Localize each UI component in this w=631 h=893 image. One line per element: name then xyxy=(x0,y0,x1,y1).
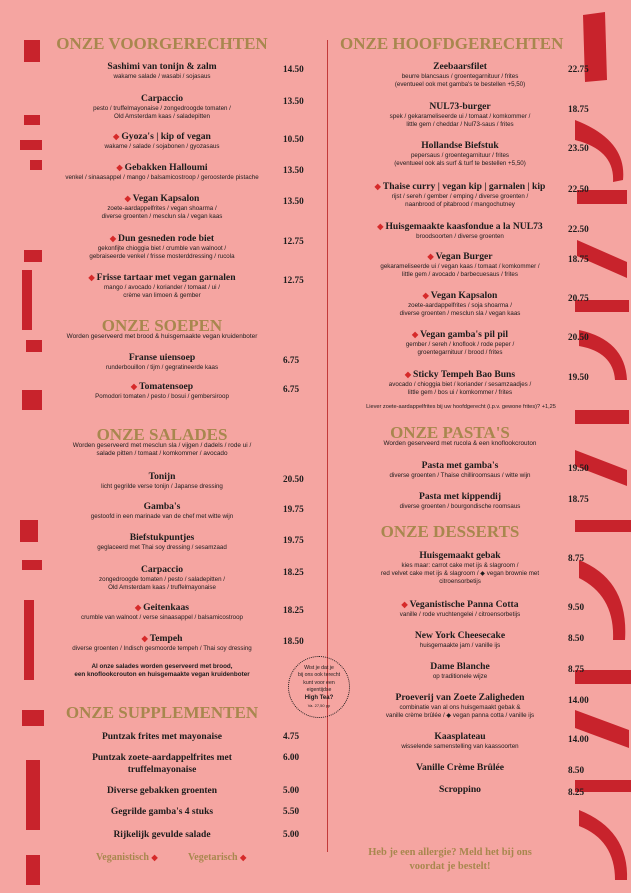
menu-item-description: zoete-aardappelfrites / vegan shoarma / diverse groenten / mesclun sla / vegan kaas xyxy=(101,205,223,220)
menu-item-price: 8.50 xyxy=(568,765,585,775)
supplement-price: 6.00 xyxy=(283,752,300,762)
menu-item-title: Zeebaarsfilet xyxy=(433,61,487,72)
menu-item-name xyxy=(350,491,570,503)
menu-item-title: Dun gesneden rode biet xyxy=(118,233,215,244)
menu-item-price: 6.75 xyxy=(283,384,300,394)
menu-item-title: Veganistische Panna Cotta xyxy=(409,599,519,610)
menu-item-title: Hollandse Biefstuk xyxy=(421,140,499,151)
diamond-icon: ◆ xyxy=(130,382,140,391)
diamond-icon: ◆ xyxy=(135,603,144,612)
menu-item-name xyxy=(350,599,570,611)
menu-item-name xyxy=(52,93,272,105)
menu-item-price: 18.25 xyxy=(283,605,304,615)
soepen-subtitle: Worden geserveerd met brood & huisgemaakte vegan kruidenboter xyxy=(66,333,258,340)
menu-item-title: Dame Blanche xyxy=(430,661,490,672)
menu-item-title: Vegan gamba's pil pil xyxy=(420,329,509,340)
menu-item-name xyxy=(350,731,570,743)
menu-item xyxy=(52,233,272,261)
menu-item-price: 8.75 xyxy=(568,664,585,674)
menu-item-price: 8.50 xyxy=(568,633,585,643)
menu-item-price: 23.50 xyxy=(568,143,589,153)
supplement-price: 5.50 xyxy=(283,806,300,816)
menu-item-title: Carpaccio xyxy=(140,564,184,575)
menu-item-name xyxy=(52,131,272,143)
menu-item-price: 8.75 xyxy=(568,553,585,563)
menu-item-title: Gyoza's | kip of vegan xyxy=(121,131,211,142)
menu-item-description: mango / avocado / koriander / tomaat / ui / crème van limoen & gember xyxy=(104,284,220,299)
menu-item-title: Tomatensoep xyxy=(139,381,194,392)
menu-item-description: crumble van walnoot / verse sinaasappel / balsamicostroop xyxy=(81,614,243,621)
menu-item-description: licht gegrilde verse tonijn / Japanse dressing xyxy=(101,483,223,490)
menu-item xyxy=(52,602,272,622)
menu-item xyxy=(52,131,272,151)
menu-item xyxy=(350,61,570,89)
menu-item xyxy=(350,784,570,796)
menu-item-description: op traditionele wijze xyxy=(432,673,488,680)
menu-item-name xyxy=(350,290,570,302)
diamond-icon: ◆ xyxy=(377,222,386,231)
menu-item-name xyxy=(350,661,570,673)
menu-item-name xyxy=(52,193,272,205)
menu-item-description: zongedroogde tomaten / pesto / saladepitten / Old Amsterdam kaas / truffelmayonaise xyxy=(99,576,225,591)
menu-item-description: gekonfijte chioggia biet / crumble van walnoot / gebraiseerde venkel / frisse mosterddressing / rucola xyxy=(89,245,235,260)
menu-item-name xyxy=(52,471,272,483)
menu-item-name xyxy=(52,501,272,513)
menu-item-name xyxy=(350,784,570,796)
menu-item-name xyxy=(52,381,272,393)
menu-item xyxy=(350,460,570,480)
pastas-title: ONZE PASTA'S xyxy=(390,423,510,442)
menu-item-price: 13.50 xyxy=(283,165,304,175)
menu-item-price: 14.50 xyxy=(283,64,304,74)
menu-item-name xyxy=(350,369,570,381)
menu-item-price: 20.50 xyxy=(568,332,589,342)
menu-item xyxy=(52,93,272,121)
menu-item-title: Geitenkaas xyxy=(143,602,189,613)
menu-item xyxy=(350,550,570,585)
menu-item-description: gestoofd in een marinade van de chef met witte wijn xyxy=(90,513,234,520)
menu-item-title: Pasta met kippendij xyxy=(418,491,502,502)
menu-item-price: 22.50 xyxy=(568,184,589,194)
menu-item-description: huisgemaakte jam / vanille ijs xyxy=(419,642,501,649)
soepen-title: ONZE SOEPEN xyxy=(101,316,223,335)
menu-item xyxy=(350,329,570,357)
menu-item-name xyxy=(350,101,570,113)
menu-item-title: Kaasplateau xyxy=(434,731,486,742)
menu-item-name xyxy=(52,633,272,645)
menu-item-name xyxy=(52,564,272,576)
menu-item xyxy=(52,272,272,300)
menu-item-description: geglaceerd met Thai soy dressing / sesamzaad xyxy=(97,544,227,551)
menu-item xyxy=(52,193,272,221)
menu-item xyxy=(52,381,272,401)
menu-item-description: wakame / salade / sojabonen / gyozasaus xyxy=(104,143,220,150)
menu-item xyxy=(52,162,272,182)
legend-veganistisch xyxy=(96,852,158,863)
menu-item-name xyxy=(350,550,570,562)
menu-item-title: Huisgemaakt gebak xyxy=(419,550,501,561)
supplement-name: Diverse gebakken groenten xyxy=(106,786,218,796)
menu-item-name xyxy=(350,329,570,341)
diamond-icon: ◆ xyxy=(374,182,383,191)
menu-item-name xyxy=(52,233,272,245)
menu-item-title: Huisgemaakte kaasfondue a la NUL73 xyxy=(385,221,543,232)
menu-item xyxy=(350,630,570,650)
legend-veganistisch-label: Veganistisch xyxy=(96,852,149,863)
diamond-icon: ◆ xyxy=(124,194,133,203)
menu-item-title: Carpaccio xyxy=(140,93,184,104)
menu-item-price: 8.25 xyxy=(568,787,585,797)
bubble-line-3: kunt voor een xyxy=(303,679,335,686)
menu-item xyxy=(52,61,272,81)
menu-item-name xyxy=(350,181,570,193)
menu-item xyxy=(52,532,272,552)
menu-item-name xyxy=(350,251,570,263)
column-divider xyxy=(327,40,328,852)
menu-item xyxy=(52,633,272,653)
menu-item xyxy=(350,251,570,279)
menu-item xyxy=(350,661,570,681)
menu-item-description: zoete-aardappelfrites / soja shoarma / diverse groenten / mesclun sla / vegan kaas xyxy=(399,302,521,317)
menu-item-title: Vanille Crème Brûlée xyxy=(415,762,505,773)
diamond-icon: ◆ xyxy=(427,252,436,261)
menu-item-description: vanille / rode vruchtengelei / citroensorbetijs xyxy=(399,611,521,618)
menu-item-price: 18.50 xyxy=(283,636,304,646)
decorative-left-stripe xyxy=(0,0,46,893)
menu-item-price: 18.75 xyxy=(568,254,589,264)
menu-item-title: Tonijn xyxy=(148,471,176,482)
menu-item-description: diverse groenten / bourgondische roomsaus xyxy=(399,503,521,510)
menu-item-description: pepersaus / groentegarnituur / frites (eventueel ook als surf & turf te bestellen +5,50) xyxy=(394,152,526,167)
menu-item-description: kies maar: carrot cake met ijs & slagroom / red velvet cake met ijs & slagroom / ◆ vegan brownie met citroensorbetijs xyxy=(380,562,540,585)
allergy-notice: Heb je een allergie? Meld het bij ons voordat je bestelt! xyxy=(368,847,532,872)
menu-item-name xyxy=(52,272,272,284)
supplementen-title: ONZE SUPPLEMENTEN xyxy=(65,703,259,722)
diamond-icon: ◆ xyxy=(411,330,421,339)
diamond-icon: ◆ xyxy=(404,370,414,379)
menu-item-description: spek / gekarameliseerde ui / tomaat / komkommer / little gem / cheddar / Nul73-saus / frites xyxy=(389,113,531,128)
menu-item-title: Sticky Tempeh Bao Buns xyxy=(413,369,516,380)
menu-item xyxy=(350,101,570,129)
diamond-icon: ◆ xyxy=(240,853,247,862)
menu-item-title: Gamba's xyxy=(143,501,181,512)
menu-item-price: 18.75 xyxy=(568,104,589,114)
diamond-icon: ◆ xyxy=(151,853,158,862)
diamond-icon: ◆ xyxy=(401,600,410,609)
menu-item-price: 22.50 xyxy=(568,224,589,234)
salades-title: ONZE SALADES xyxy=(96,425,228,444)
menu-item-description: Pomodori tomaten / pesto / bosui / gembersiroop xyxy=(95,393,229,400)
menu-item xyxy=(52,564,272,592)
menu-item-name xyxy=(350,61,570,73)
menu-item-price: 19.75 xyxy=(283,535,304,545)
menu-item-description: diverse groenten / Indisch gesmoorde tempeh / Thai soy dressing xyxy=(72,645,252,652)
bubble-highlight: High Tea? xyxy=(304,694,334,701)
menu-item-title: Sashimi van tonijn & zalm xyxy=(107,61,217,72)
bubble-line-1: Wist je dat je xyxy=(304,665,334,671)
menu-item-price: 22.75 xyxy=(568,64,589,74)
menu-item xyxy=(350,731,570,751)
menu-item-price: 14.00 xyxy=(568,734,589,744)
menu-item-name xyxy=(350,140,570,152)
menu-item-description: avocado / chioggia biet / koriander / sesamzaadjes / little gem / bos ui / komkommer / frites xyxy=(388,381,532,396)
diamond-icon: ◆ xyxy=(116,163,125,172)
diamond-icon: ◆ xyxy=(141,634,150,643)
menu-item-title: Vegan Kapsalon xyxy=(132,193,200,204)
menu-item-description: gember / sereh / knoflook / rode peper / groentegarnituur / brood / frites xyxy=(405,341,515,356)
menu-item-price: 9.50 xyxy=(568,602,585,612)
supplement-name: Gegrilde gamba's 4 stuks xyxy=(110,807,214,817)
hoofdgerechten-note: Liever zoete-aardappelfrites bij uw hoofdgerecht (i.p.v. gewone frites)? +1,25 xyxy=(366,404,556,410)
menu-item xyxy=(350,221,570,241)
menu-item xyxy=(52,352,272,372)
supplement-name: Rijkelijk gevulde salade xyxy=(113,830,211,840)
menu-item-title: Vegan Burger xyxy=(435,251,493,262)
menu-item-price: 12.75 xyxy=(283,236,304,246)
supplement-name: Puntzak zoete-aardappelfrites met truffelmayonaise xyxy=(92,753,232,775)
menu-item-price: 14.00 xyxy=(568,695,589,705)
desserts-title: ONZE DESSERTS xyxy=(380,522,520,541)
diamond-icon: ◆ xyxy=(88,273,97,282)
menu-item-description: runderbouillon / tijm / gegratineerde kaas xyxy=(105,364,219,371)
menu-item-title: Frisse tartaar met vegan garnalen xyxy=(96,272,236,283)
voorgerechten-title: ONZE VOORGERECHTEN xyxy=(56,34,268,53)
supplement-price: 5.00 xyxy=(283,829,300,839)
menu-item-description: gekarameliseerde ui / vegan kaas / tomaat / komkommer / little gem / avocado / barbecuesaus / frites xyxy=(380,263,540,278)
menu-item-title: Proeverij van Zoete Zaligheden xyxy=(395,692,525,703)
menu-item xyxy=(350,369,570,397)
salades-subtitle: Worden geserveerd met mesclun sla / vijgen / dadels / rode ui / salade pitten / tomaat / komkommer / avocado xyxy=(72,442,252,458)
menu-item-price: 12.75 xyxy=(283,275,304,285)
menu-item-price: 13.50 xyxy=(283,196,304,206)
supplement-price: 4.75 xyxy=(283,731,300,741)
menu-item xyxy=(350,290,570,318)
legend-vegetarisch xyxy=(188,852,246,863)
menu-item-name xyxy=(350,762,570,774)
menu-item-price: 13.50 xyxy=(283,96,304,106)
menu-item-description: combinatie van al ons huisgemaakt gebak & vanille crème brûlée / ◆ vegan panna cotta / vanille ijs xyxy=(385,704,535,719)
menu-item xyxy=(350,491,570,511)
menu-item-price: 10.50 xyxy=(283,134,304,144)
menu-item-name xyxy=(52,532,272,544)
menu-item-title: Scroppino xyxy=(439,784,481,795)
bubble-price: Va. 27,50 pp xyxy=(307,703,331,709)
supplement-price: 5.00 xyxy=(283,785,300,795)
menu-item-title: Tempeh xyxy=(149,633,183,644)
menu-item-description: venkel / sinaasappel / mango / balsamicostroop / geroosterde pistache xyxy=(65,174,259,181)
menu-item-description: diverse groenten / Thaise chilliroomsaus / witte wijn xyxy=(389,472,531,479)
menu-item-name xyxy=(350,221,570,233)
menu-item xyxy=(52,471,272,491)
bubble-line-2: bij ons ook terecht xyxy=(297,672,341,679)
menu-item-name xyxy=(52,61,272,73)
menu-item xyxy=(350,181,570,209)
menu-item xyxy=(350,140,570,168)
menu-item-name xyxy=(350,692,570,704)
menu-item-description: broodsoorten / diverse groenten xyxy=(416,233,504,240)
bubble-line-4: eigentijdse xyxy=(306,687,332,694)
menu-item xyxy=(350,599,570,619)
menu-item-name xyxy=(350,460,570,472)
menu-item-name xyxy=(52,602,272,614)
menu-item-title: Vegan Kapsalon xyxy=(430,290,498,301)
menu-item-title: Gebakken Halloumi xyxy=(124,162,208,173)
menu-item-name xyxy=(350,630,570,642)
menu-item-price: 19.50 xyxy=(568,372,589,382)
menu-item-description: beurre blancsaus / groentegarnituur / frites (eventueel ook met gamba's te bestellen +5,50) xyxy=(394,73,526,88)
pastas-subtitle: Worden geserveerd met rucola & een knoflookcrouton xyxy=(383,440,537,447)
menu-item-title: NUL73-burger xyxy=(429,101,491,112)
menu-item-price: 19.75 xyxy=(283,504,304,514)
menu-item-price: 19.50 xyxy=(568,463,589,473)
menu-item-price: 18.25 xyxy=(283,567,304,577)
supplement-name: Puntzak frites met mayonaise xyxy=(101,732,223,742)
menu-item-description: pesto / truffelmayonaise / zongedroogde tomaten / Old Amsterdam kaas / saladepitten xyxy=(93,105,231,120)
legend-vegetarisch-label: Vegetarisch xyxy=(188,852,238,863)
diamond-icon: ◆ xyxy=(109,234,119,243)
salades-note: Al onze salades worden geserveerd met brood, een knoflookcrouton en huisgemaakte vegan kruidenboter xyxy=(74,663,250,679)
menu-item-title: Pasta met gamba's xyxy=(421,460,499,471)
menu-item xyxy=(350,762,570,774)
menu-item-title: Thaise curry | vegan kip | garnalen | kip xyxy=(382,181,546,192)
menu-item-title: Biefstukpuntjes xyxy=(129,532,195,543)
menu-item xyxy=(52,501,272,521)
hoofdgerechten-title: ONZE HOOFDGERECHTEN xyxy=(340,34,564,53)
menu-item-title: New York Cheesecake xyxy=(414,630,506,641)
menu-item-description: wakame salade / wasabi / sojasaus xyxy=(113,73,211,80)
menu-item-price: 6.75 xyxy=(283,355,300,365)
menu-item xyxy=(350,692,570,720)
menu-item-name xyxy=(52,352,272,364)
menu-item-description: wisselende samenstelling van kaassoorten xyxy=(401,743,519,750)
menu-item-price: 20.50 xyxy=(283,474,304,484)
high-tea-bubble xyxy=(288,656,350,718)
menu-item-price: 18.75 xyxy=(568,494,589,504)
menu-item-description: rijst / sereh / gember / emping / diverse groenten / naanbrood of pitabrood / mangochutney xyxy=(391,193,529,208)
menu-item-title: Franse uiensoep xyxy=(128,352,196,363)
diamond-icon: ◆ xyxy=(113,132,122,141)
menu-item-name xyxy=(52,162,272,174)
diamond-icon: ◆ xyxy=(422,291,431,300)
menu-item-price: 20.75 xyxy=(568,293,589,303)
